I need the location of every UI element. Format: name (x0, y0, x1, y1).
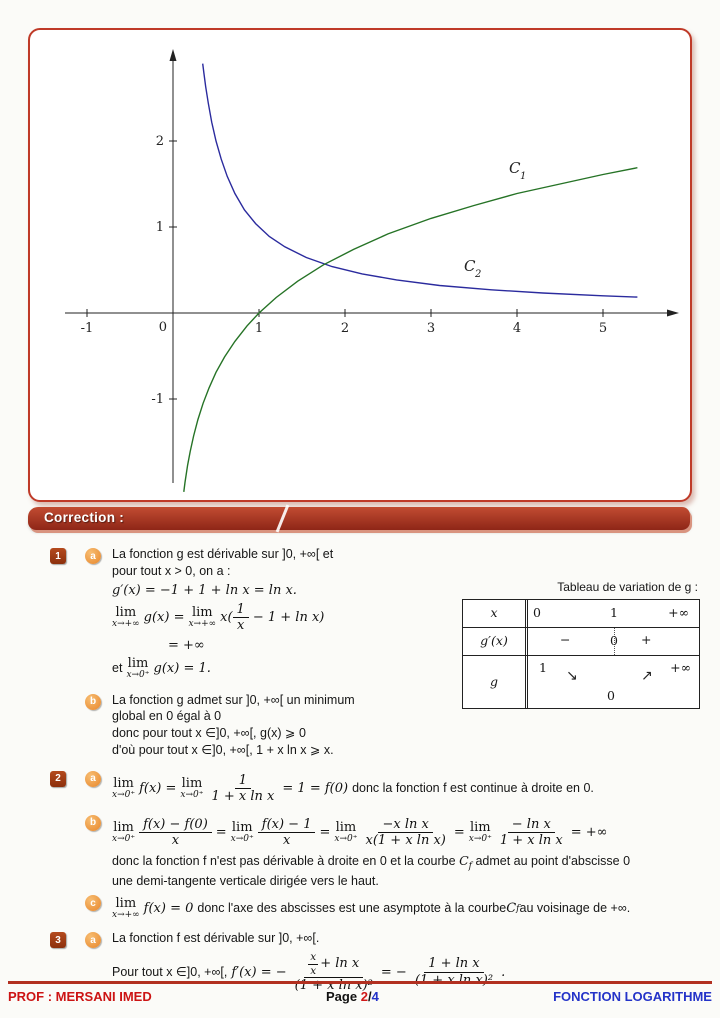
limit: lim x→0⁺ (334, 820, 358, 845)
var-sign-minus: − (560, 632, 571, 647)
curve-symbol: C (459, 853, 469, 869)
var-g-left: 1 (539, 660, 547, 675)
curve-c1 (184, 168, 638, 492)
formula-line: lim x→0⁺ $\frac{f(x) - f(0)}{x}$ = lim x→0⁺ $\frac{f(x) - 1}{x}$ = lim x→0⁺ $\frac{\text{−x ln x}}{\text{x(1 + x ln x)}}$ = lim x→0⁺ $\frac{\text{− ln x}}{\text{1 + x ln x}}$ = +∞ (112, 816, 608, 849)
item-letter-badge: a (85, 548, 101, 564)
correction-banner (28, 507, 690, 530)
footer-chapter: FONCTION LOGARITHME (553, 989, 712, 1004)
item-letter-badge: c (85, 895, 101, 911)
limit: lim x→+∞ (188, 605, 217, 630)
text-line: La fonction g admet sur ]0, +∞[ un minimum (112, 692, 355, 707)
item-2b (28, 813, 696, 889)
limit: lim x→0⁺ (230, 820, 254, 845)
arrow-decreasing-icon: ↘ (566, 668, 578, 684)
limit: lim x→0⁺ (112, 776, 136, 801)
curve-c2 (203, 64, 638, 298)
formula-line: lim x→+∞ g(x) = lim x→+∞ x( $\frac{1}{x}$ − 1 + ln x) (112, 601, 325, 634)
formula-line: lim x→+∞ f(x) = 0 donc l'axe des abscisses est une asymptote à la courbe C f au voisinage de +∞. (112, 896, 631, 921)
origin-label: 0 (158, 320, 167, 335)
y-tick-label: 1 (155, 220, 164, 235)
text-line: donc pour tout x ∈]0, +∞[, g(x) ⩾ 0 (112, 726, 306, 741)
y-tick-label: -1 (151, 392, 164, 407)
item-number-badge: 3 (50, 932, 66, 948)
var-x-0: 0 (533, 605, 541, 620)
table-divider (525, 600, 528, 708)
item-number-badge: 2 (50, 771, 66, 787)
graph-card (28, 28, 692, 502)
item-number-badge: 1 (50, 548, 66, 564)
text-line: pour tout x > 0, on a : (112, 563, 231, 578)
x-tick-label: 5 (598, 321, 608, 336)
item-2c (28, 893, 696, 924)
text-line: global en 0 égal à 0 (112, 709, 222, 724)
y-tick-label: 2 (155, 134, 164, 149)
banner-title: Correction : (44, 510, 125, 525)
correction-content (28, 540, 696, 998)
x-tick-label: 1 (254, 321, 264, 336)
var-x-header: x (490, 605, 498, 620)
item-letter-badge: a (85, 771, 101, 787)
item-letter-badge: b (85, 694, 101, 710)
var-g-right: +∞ (670, 660, 691, 675)
footer-author: PROF : MERSANI IMED (8, 989, 152, 1004)
page-footer (8, 981, 712, 1004)
var-g-header: g (489, 674, 498, 689)
fraction: $\frac{1}{\text{1 + x ln x}}$ (211, 772, 275, 805)
text-line: donc la fonction f n'est pas dérivable à droite en 0 et la courbe $C_f$ admet au point d'abscisse 0 (112, 853, 631, 872)
text-line: une demi-tangente verticale dirigée vers le haut. (112, 873, 379, 888)
text-line: La fonction g est dérivable sur ]0, +∞[ et (112, 547, 334, 561)
curve-c2-label: C (464, 257, 476, 275)
var-x-inf: +∞ (668, 605, 689, 620)
limit: lim x→+∞ (112, 896, 140, 921)
x-axis-arrow-icon (667, 310, 679, 317)
fraction: $\frac{\text{1 + ln x}}{\text{(1 + x ln x)²}}$ (414, 956, 494, 988)
item-2a (28, 769, 696, 809)
limit: lim x→+∞ (112, 605, 140, 630)
var-x-1: 1 (610, 605, 618, 620)
formula-line: g′(x) = −1 + 1 + ln x = ln x. (112, 582, 297, 598)
curve-c1-sub: 1 (520, 171, 527, 182)
nested-fraction: $\frac{x}{x}$ (310, 951, 317, 977)
y-axis-arrow-icon (170, 49, 177, 61)
fraction: $\frac{f(x) - 1}{x}$ (258, 817, 316, 849)
limit: lim x→0⁺ (468, 820, 492, 845)
arrow-increasing-icon: ↗ (641, 668, 653, 684)
table-divider (463, 655, 699, 656)
curve-c1-label: C (509, 159, 521, 177)
fraction: $\frac{\text{− ln x}}{\text{1 + x ln x}}$ (499, 816, 563, 849)
item-letter-badge: a (85, 932, 101, 948)
variation-table-title: Tableau de variation de g : (557, 580, 698, 594)
curve-c2-sub: 2 (475, 269, 482, 280)
variation-table (462, 580, 700, 709)
var-gprime-header: g′(x) (480, 633, 508, 648)
footer-page-indicator: Page 2/4 (326, 989, 379, 1004)
var-sign-plus: + (641, 632, 652, 647)
table-divider (463, 627, 699, 628)
variation-table-box (462, 599, 700, 709)
formula-line: = +∞ (168, 637, 205, 653)
limit: lim x→0⁺ (112, 820, 136, 845)
fraction: $\frac{1}{x}$ (233, 602, 249, 634)
formula-line: lim x→0⁺ f(x) = lim x→0⁺ $\frac{1}{\text{1 + x ln x}}$ = 1 = f(0) donc la fonction f est continue à droite en 0. (112, 772, 594, 805)
fraction: $\frac{x}{x}$ + ln x (1 + x ln x)² (294, 951, 373, 994)
x-tick-label: 4 (512, 321, 522, 336)
var-sign-zero: 0 (610, 633, 618, 648)
limit: lim x→0⁺ (180, 776, 204, 801)
curve-symbol: C (506, 901, 517, 917)
x-tick-label: 3 (426, 321, 436, 336)
var-g-min: 0 (607, 688, 615, 703)
fraction: $\frac{f(x) - f(0)}{x}$ (139, 817, 212, 849)
x-tick-label: -1 (80, 321, 94, 336)
formula-line: et lim x→0⁺ g(x) = 1. (112, 655, 211, 680)
banner-diagonal-divider (276, 504, 290, 532)
text-line: La fonction f est dérivable sur ]0, +∞[. (112, 931, 320, 946)
fraction: $\frac{\text{−x ln x}}{\text{x(1 + x ln x)}}$ (365, 816, 446, 849)
formula-line: Pour tout x ∈]0, +∞[, f′(x) = − $\frac{x}{x}$ + ln x (1 + x ln x)² = − $\frac{\text{1 + ln x}}{\text{(1 + x ln x)²}}$ . (112, 951, 506, 994)
function-plot (31, 31, 687, 497)
item-letter-badge: b (85, 815, 101, 831)
x-tick-label: 2 (340, 321, 350, 336)
limit: lim x→0⁺ (126, 655, 150, 680)
text-line: d'où pour tout x ∈]0, +∞[, 1 + x ln x ⩾ x. (112, 742, 334, 757)
